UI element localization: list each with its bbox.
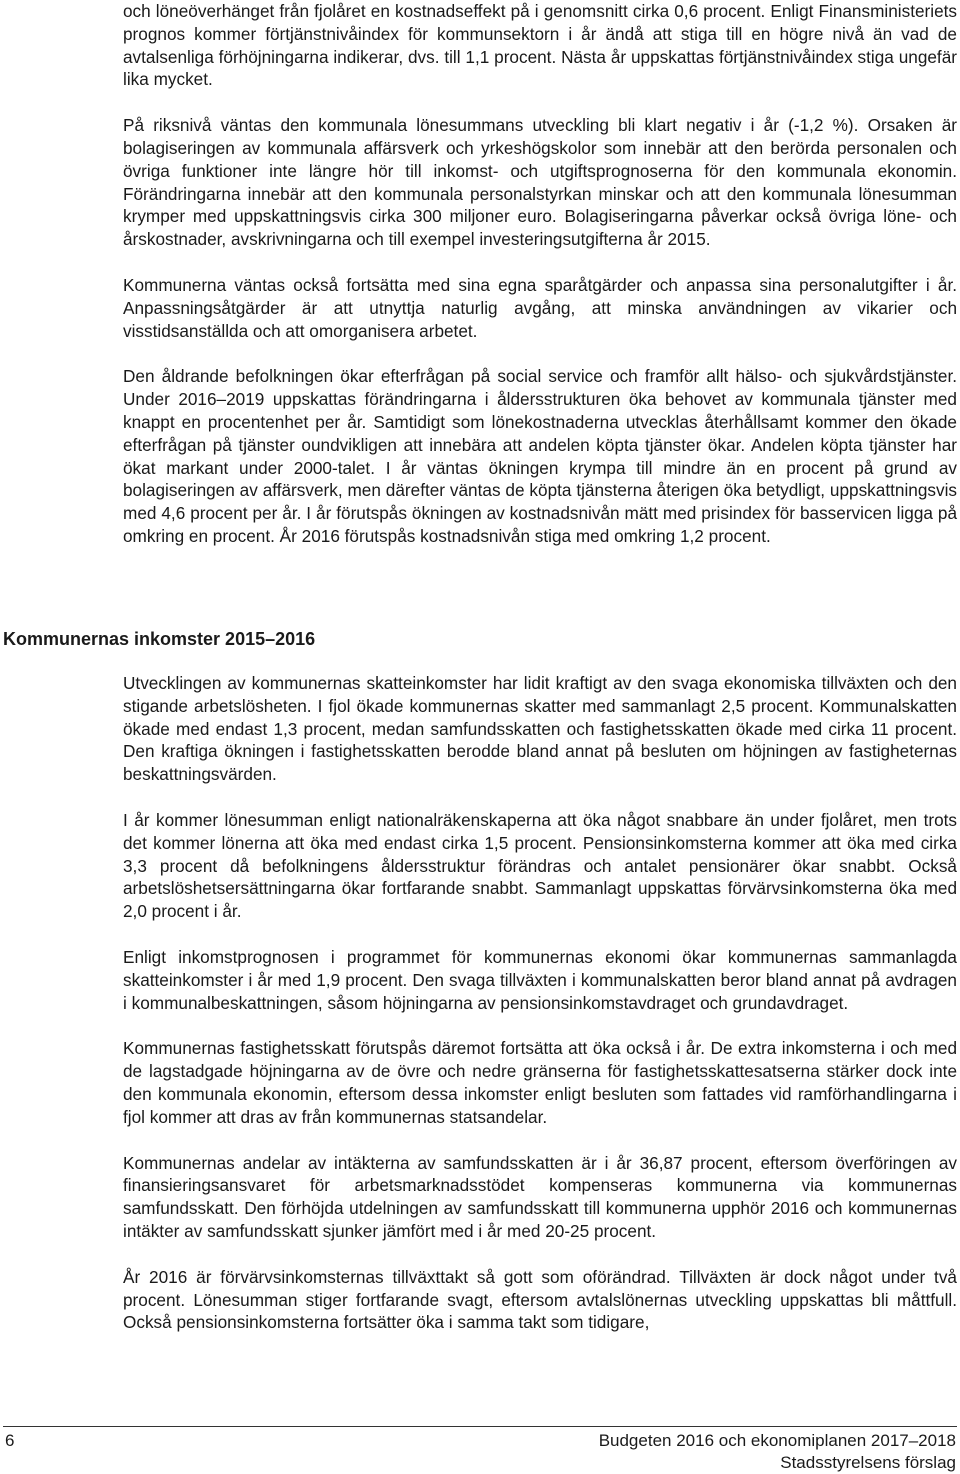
footer-document-title: Budgeten 2016 och ekonomiplanen 2017–2018 [598, 1431, 956, 1450]
paragraph: Den åldrande befolkningen ökar efterfrågan på social service och framför allt hälso- och sjukvårdstjänster. Under 2016–2019 uppskattas förändringarna i åldersstrukturen öka behovet av kommunala tjänster med knappt en procentenhet per år. Samtidigt som lönekostnaderna utvecklas återhållsamt kommer den ökade efterfrågan på tjänster oundvikligen att innebära att andelen köpta tjänster ökar. Andelen köpta tjänster har ökat markant under 2000-talet. I år väntas ökningen krympa till mindre än en procent på grund av bolagiseringen av affärsverk, men därefter väntas de köpta tjänsterna återigen öka betydligt, uppskattningsvis med 4,6 procent per år. I år förutspås ökningen av kostnadsnivån mätt med prisindex för basservicen ligga på omkring en procent. År 2016 förutspås kostnadsnivån stiga med omkring 1,2 procent. [123, 366, 957, 546]
page-footer [0, 1426, 960, 1474]
footer-divider [3, 1426, 957, 1427]
page-number: 6 [5, 1431, 15, 1450]
body-section-1 [123, 0, 957, 548]
paragraph: Kommunernas fastighetsskatt förutspås däremot fortsätta att öka också i år. De extra inkomsterna i och med de lagstadgade höjningarna av de övre och nedre gränserna för fastighetsskattesatserna stärker dock inte den kommunala ekonomin, eftersom dessa inkomster enligt besluten som fattades vid ramförhandlingarna i fjol kommer att dras av från kommunernas statsandelar. [123, 1038, 957, 1127]
paragraph: År 2016 är förvärvsinkomsternas tillväxttakt så gott som oförändrad. Tillväxten är dock något under två procent. Lönesumman stiger fortfarande svagt, eftersom avtalslönernas utveckling uppskattas bli måttfull. Också pensionsinkomsterna fortsätter öka i samma takt som tidigare, [123, 1266, 957, 1333]
paragraph: Kommunerna väntas också fortsätta med sina egna sparåtgärder och anpassa sina personalutgifter i år. Anpassningsåtgärder är att utnyttja naturlig avgång, att minska användningen av vikarier och visstidsanställda och att omorganisera arbetet. [123, 274, 957, 341]
paragraph: Utvecklingen av kommunernas skatteinkomster har lidit kraftigt av den svaga ekonomiska tillväxten och den stigande arbetslösheten. I fjol ökade kommunernas skatter med sammanlagt 2,5 procent. Kommunalskatten ökade med endast 1,3 procent, medan samfundsskatten och fastighetsskatten ökade med cirka 11 procent. Den kraftiga ökningen i fastighetsskatten berodde bland annat på besluten om höjningen av fastigheternas beskattningsvärden. [123, 673, 957, 785]
paragraph: I år kommer lönesumman enligt nationalräkenskaperna att öka något snabbare än under fjolåret, men trots det kommer lönerna att öka med endast cirka 1,5 procent. Pensionsinkomsterna kommer att öka med cirka 3,3 procent då befolkningens åldersstruktur förändras och antalet pensionärer ökar snabbt. Också arbetslöshetsersättningarna ökar fortfarande snabbt. Sammanlagt uppskattas förvärvsinkomsterna öka med 2,0 procent i år. [123, 809, 957, 922]
paragraph: och löneöverhänget från fjolåret en kostnadseffekt på i genomsnitt cirka 0,6 procent. Enligt Finansministeriets prognos kommer förtjänstnivåindex för kommunsektorn i år ändå att stiga till en högre nivå än vad de avtalsenliga förhöjningarna indikerar, dvs. till 1,1 procent. Nästa år uppskattas förtjänstnivåindex stiga ungefär lika mycket. [123, 1, 957, 90]
paragraph: Enligt inkomstprognosen i programmet för kommunernas ekonomi ökar kommunernas sammanlagda skatteinkomster i år med 1,9 procent. Den svaga tillväxten i kommunalskatten beror bland annat på avdragen i kommunalbeskattningen, såsom höjningarna av pensionsinkomstavdraget och grundavdraget. [123, 946, 957, 1013]
section-heading: Kommunernas inkomster 2015–2016 [3, 629, 316, 649]
paragraph: Kommunernas andelar av intäkterna av samfundsskatten är i år 36,87 procent, eftersom överföringen av finansieringsansvaret för arbetsmarknadsstödet kompenseras kommunerna via kommunernas samfundsskatt. Den förhöjda utdelningen av samfundsskatt till kommunerna upphör 2016 och kommunernas intäkter av samfundsskatt sjunker jämfört med i år med 20-25 procent. [123, 1152, 957, 1241]
footer-document-subtitle: Stadsstyrelsens förslag [780, 1453, 956, 1472]
body-section-2 [123, 672, 957, 1334]
paragraph: På riksnivå väntas den kommunala lönesummans utveckling bli klart negativ i år (-1,2 %). Orsaken är bolagiseringen av kommunala affärsverk och yrkeshögskolor som innebär att den berörda personalen och övriga funktioner inte längre hör till inkomst- och utgiftsprognoserna för den kommunala ekonomin. Förändringarna innebär att den kommunala personalstyrkan minskar och att den kommunala lönesumman krymper med uppskattningsvis cirka 300 miljoner euro. Bolagiseringarna påverkar också övriga löne- och årskostnader, avskrivningarna och till exempel investeringsutgifterna år 2015. [123, 115, 957, 250]
